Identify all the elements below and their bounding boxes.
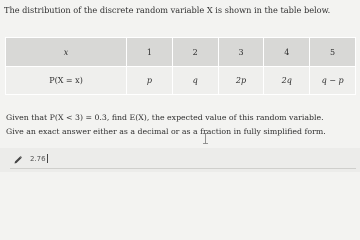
probability-cell: 2p bbox=[218, 67, 264, 95]
header-cell: 1 bbox=[127, 38, 173, 67]
probability-cell: q bbox=[172, 67, 218, 95]
header-cell: 5 bbox=[310, 38, 356, 67]
question-intro: The distribution of the discrete random variable X is shown in the table below. bbox=[4, 5, 331, 15]
table-header-row bbox=[6, 38, 356, 67]
row-label-probability: P(X = x) bbox=[6, 67, 127, 95]
distribution-table bbox=[5, 37, 356, 93]
header-cell: 3 bbox=[218, 38, 264, 67]
pencil-icon bbox=[13, 155, 23, 165]
question-line-2: Give an exact answer either as a decimal or as a fraction in fully simplified form. bbox=[6, 127, 326, 136]
text-cursor-icon bbox=[202, 133, 209, 144]
input-caret bbox=[47, 154, 48, 163]
header-cell: 2 bbox=[172, 38, 218, 67]
probability-cell: p bbox=[127, 67, 173, 95]
answer-area bbox=[0, 148, 360, 172]
table-probability-row bbox=[6, 67, 356, 95]
answer-input[interactable] bbox=[10, 152, 356, 169]
probability-cell: 2q bbox=[264, 67, 310, 95]
probability-cell: q − p bbox=[310, 67, 356, 95]
answer-value: 2.76 bbox=[30, 155, 46, 163]
header-cell: 4 bbox=[264, 38, 310, 67]
header-label-x: x bbox=[6, 38, 127, 67]
question-line-1: Given that P(X < 3) = 0.3, find E(X), the expected value of this random variable. bbox=[6, 113, 324, 122]
